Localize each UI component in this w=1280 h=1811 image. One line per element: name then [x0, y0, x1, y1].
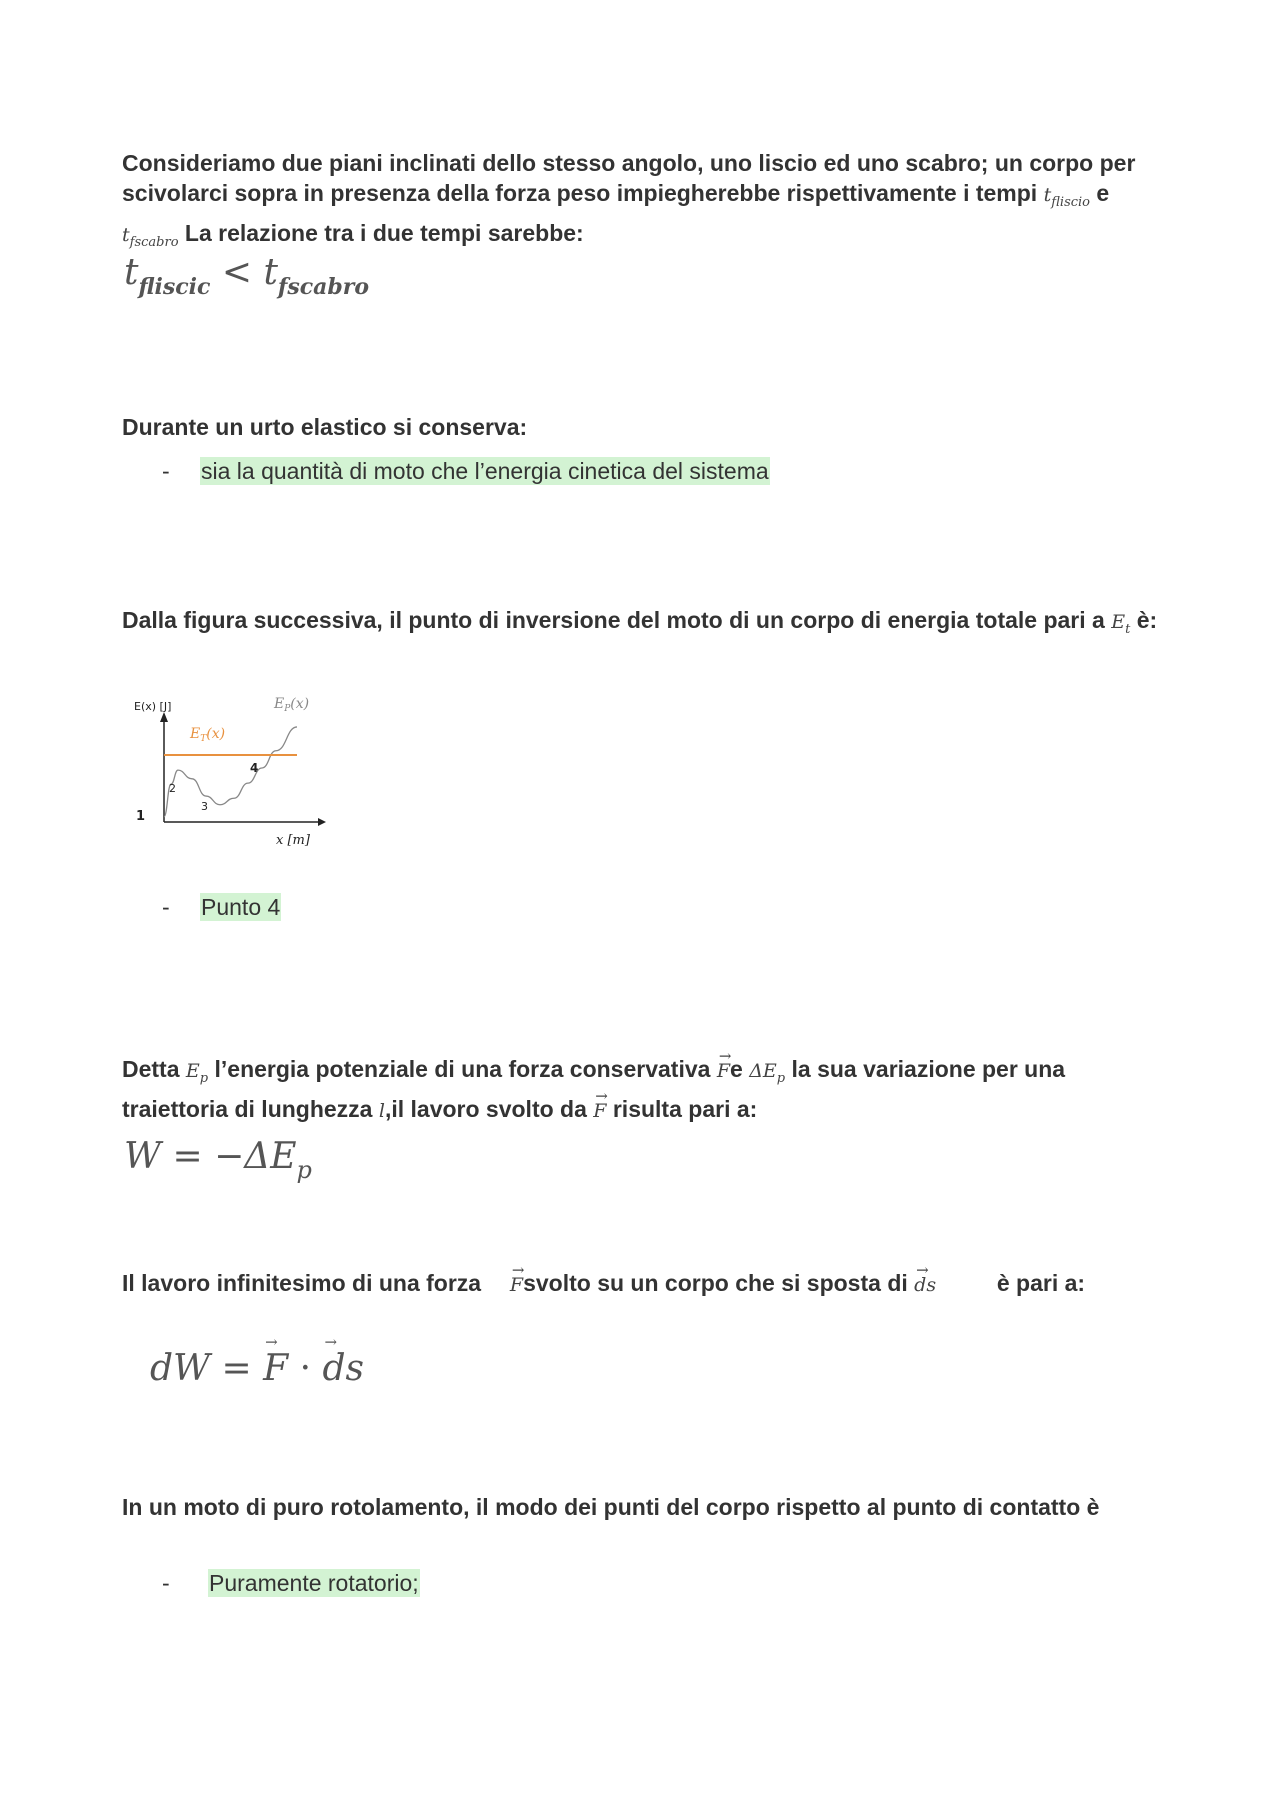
question-4 — [122, 1054, 1172, 1126]
question-5-text-2: svolto su un corpo che si sposta di — [523, 1270, 908, 1296]
question-4-text-4: la sua variazione per una traiettoria di lunghezza — [122, 1056, 1066, 1122]
question-5-text-3: è pari a: — [996, 1270, 1086, 1296]
point-label-3: 3 — [201, 800, 208, 813]
displacement-symbol: → ds — [914, 1270, 936, 1300]
question-2-text: Durante un urto elastico si conserva: — [122, 414, 528, 440]
answer-bullet: - — [162, 458, 170, 484]
answer-2 — [162, 458, 770, 485]
ep-symbol: $E_p$ — [185, 1060, 209, 1086]
answer-2-highlight: sia la quantità di moto che l’energia cinetica del sistema — [201, 458, 769, 484]
answer-bullet: - — [162, 894, 170, 920]
answer-6 — [162, 1570, 420, 1597]
point-label-4: 4 — [250, 761, 259, 775]
y-axis-label: E(x) [J] — [134, 700, 172, 713]
question-3-tail: è: — [1136, 607, 1158, 633]
answer-3 — [162, 894, 281, 921]
length-symbol: l — [378, 1099, 385, 1122]
t-fliscio-symbol: $t_{fliscio}$ — [1043, 184, 1090, 210]
question-6-text: In un moto di puro rotolamento, il modo dei punti del corpo rispetto al punto di contatto è — [122, 1494, 1100, 1520]
formula-time-relation: $t_{fliscic} < t_{fscabro}$ — [124, 252, 370, 300]
delta-ep-symbol: $\Delta E_p$ — [749, 1060, 786, 1086]
ep-legend-label: $E_P(x)$ — [274, 696, 310, 714]
question-3 — [122, 605, 1172, 645]
point-label-1: 1 — [136, 809, 146, 824]
question-3-text: Dalla figura successiva, il punto di inversione del moto di un corpo di energia totale pari a — [122, 607, 1105, 633]
t-fscabro-symbol: $t_{fscabro}$ — [122, 223, 179, 250]
energy-chart — [130, 692, 330, 852]
point-label-2: 2 — [169, 782, 176, 795]
question-1-text: Consideriamo due piani inclinati dello stesso angolo, uno liscio ed uno scabro; un corpo per scivolarci sopra in presenza della forza peso impiegherebbe rispettivamente i tempi — [122, 150, 1136, 206]
force-vector-symbol-3: → F — [510, 1270, 523, 1300]
question-1-tail: La relazione tra i due tempi sarebbe: — [184, 219, 584, 246]
question-1 — [122, 148, 1172, 258]
x-axis-label: x [m] — [276, 833, 310, 848]
answer-bullet: - — [162, 1570, 170, 1596]
et-symbol: $E_t$ — [1111, 611, 1131, 637]
question-5-text-1: Il lavoro infinitesimo di una forza — [122, 1270, 482, 1296]
question-4-text-3: e — [730, 1056, 743, 1082]
question-6 — [122, 1492, 1172, 1522]
formula-work-potential: $W = -\Delta E_p$ — [124, 1136, 312, 1184]
question-4-text-6: risulta pari a: — [612, 1095, 758, 1122]
answer-3-highlight: Punto 4 — [201, 894, 281, 920]
x-axis-arrow — [318, 818, 326, 826]
joiner-e: e — [1096, 180, 1110, 206]
question-4-text-2: l’energia potenziale di una forza conservativa — [214, 1056, 711, 1082]
question-4-text-5: ,il lavoro svolto da — [384, 1095, 587, 1122]
question-2 — [122, 412, 1172, 442]
answer-6-highlight: Puramente rotatorio; — [209, 1570, 419, 1596]
formula-infinitesimal-work: dW = → F · → ds — [150, 1348, 364, 1389]
y-axis-arrow — [160, 712, 168, 722]
et-legend-label: $E_T(x)$ — [190, 726, 226, 744]
question-5 — [122, 1268, 1172, 1300]
force-vector-symbol: → F — [717, 1056, 730, 1086]
ep-curve — [164, 727, 297, 817]
question-4-text-1: Detta — [122, 1056, 180, 1082]
force-vector-symbol-2: → F — [593, 1096, 606, 1126]
